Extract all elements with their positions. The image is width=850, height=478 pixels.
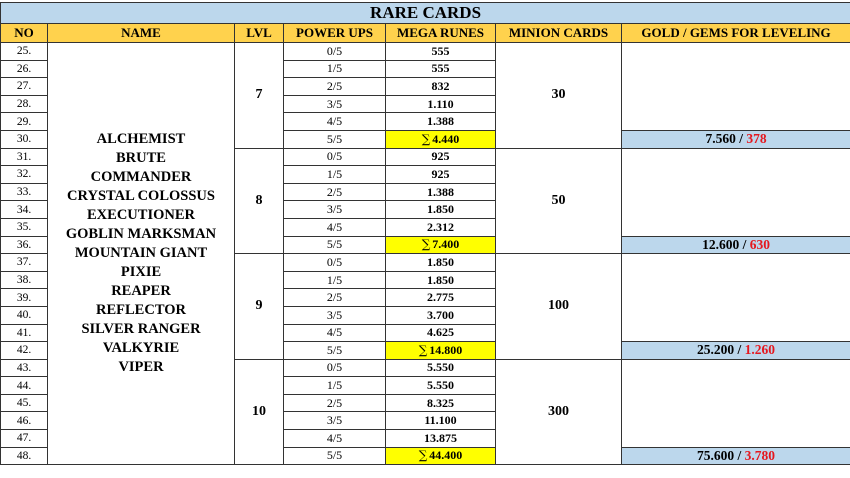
power-ups-cell: 4/5 [284, 324, 386, 342]
mega-runes-total: 14.800 [429, 342, 463, 357]
table-title: RARE CARDS [1, 3, 850, 24]
header-name: NAME [48, 24, 235, 43]
level-cell: 8 [235, 148, 284, 254]
mega-runes-total: 4.440 [432, 131, 460, 146]
power-ups-cell: 5/5 [284, 130, 386, 148]
power-ups-cell: 1/5 [284, 271, 386, 289]
gold-gems-separator: / [739, 131, 743, 147]
row-number: 42. [1, 342, 48, 360]
card-name: COMMANDER [90, 169, 192, 186]
row-number: 28. [1, 95, 48, 113]
header-minion-cards: MINION CARDS [496, 24, 622, 43]
sum-symbol: ∑ [418, 448, 428, 463]
row-number: 43. [1, 359, 48, 377]
mega-runes-cell: 555 [386, 60, 496, 78]
minion-cards-cell: 30 [496, 43, 622, 149]
row-number: 46. [1, 412, 48, 430]
gold-gems-blank-cell [622, 359, 850, 447]
minion-cards-cell: 300 [496, 359, 622, 465]
power-ups-cell: 3/5 [284, 201, 386, 219]
header-no: NO [1, 24, 48, 43]
card-name: CRYSTAL COLOSSUS [67, 188, 215, 205]
power-ups-cell: 1/5 [284, 60, 386, 78]
row-number: 40. [1, 306, 48, 324]
sum-symbol: ∑ [421, 131, 431, 146]
power-ups-cell: 5/5 [284, 342, 386, 360]
row-number: 37. [1, 254, 48, 272]
card-name: EXECUTIONER [87, 207, 195, 224]
power-ups-cell: 0/5 [284, 43, 386, 61]
gems-amount: 3.780 [744, 447, 776, 463]
row-number: 36. [1, 236, 48, 254]
row-number: 34. [1, 201, 48, 219]
title-row [1, 3, 850, 24]
mega-runes-total-cell [386, 342, 496, 360]
row-number: 27. [1, 78, 48, 96]
card-name: PIXIE [120, 264, 162, 281]
mega-runes-cell: 1.388 [386, 113, 496, 131]
card-name: GOBLIN MARKSMAN [65, 226, 217, 243]
power-ups-cell: 2/5 [284, 289, 386, 307]
card-name: REFLECTOR [96, 302, 186, 319]
gold-gems-separator: / [737, 342, 742, 358]
header-row [1, 24, 850, 43]
power-ups-cell: 3/5 [284, 412, 386, 430]
mega-runes-cell: 1.850 [386, 201, 496, 219]
header-mega-runes: MEGA RUNES [386, 24, 496, 43]
row-number: 25. [1, 43, 48, 61]
row-number: 35. [1, 218, 48, 236]
power-ups-cell: 3/5 [284, 95, 386, 113]
gold-gems-blank-cell [622, 254, 850, 342]
card-name: MOUNTAIN GIANT [74, 245, 208, 262]
header-gold-gems: GOLD / GEMS FOR LEVELING [622, 24, 850, 43]
mega-runes-cell: 8.325 [386, 394, 496, 412]
gold-gems-total-cell [622, 342, 850, 360]
power-ups-cell: 1/5 [284, 377, 386, 395]
level-cell: 7 [235, 43, 284, 149]
mega-runes-cell: 1.388 [386, 183, 496, 201]
power-ups-cell: 5/5 [284, 236, 386, 254]
power-ups-cell: 4/5 [284, 218, 386, 236]
gold-gems-separator: / [742, 236, 747, 252]
minion-cards-cell: 100 [496, 254, 622, 360]
power-ups-cell: 1/5 [284, 166, 386, 184]
mega-runes-cell: 5.550 [386, 359, 496, 377]
gems-amount: 378 [746, 131, 767, 147]
mega-runes-cell: 1.850 [386, 254, 496, 272]
row-number: 38. [1, 271, 48, 289]
power-ups-cell: 0/5 [284, 254, 386, 272]
gold-amount: 12.600 [702, 236, 740, 252]
rare-cards-table [0, 2, 850, 465]
row-number: 47. [1, 430, 48, 448]
mega-runes-total-cell [386, 130, 496, 148]
mega-runes-cell: 2.775 [386, 289, 496, 307]
sum-symbol: ∑ [418, 342, 428, 357]
header-lvl: LVL [235, 24, 284, 43]
mega-runes-cell: 555 [386, 43, 496, 61]
row-number: 30. [1, 130, 48, 148]
mega-runes-total-cell [386, 236, 496, 254]
row-number: 31. [1, 148, 48, 166]
mega-runes-total: 44.400 [429, 448, 463, 463]
card-name: BRUTE [116, 150, 166, 167]
header-power-ups: POWER UPS [284, 24, 386, 43]
gold-gems-blank-cell [622, 148, 850, 236]
level-cell: 10 [235, 359, 284, 465]
mega-runes-cell: 13.875 [386, 430, 496, 448]
gold-gems-separator: / [737, 447, 742, 463]
gold-gems-blank-cell [622, 43, 850, 131]
power-ups-cell: 3/5 [284, 306, 386, 324]
gold-amount: 75.600 [697, 447, 735, 463]
mega-runes-cell: 925 [386, 166, 496, 184]
mega-runes-total: 7.400 [432, 237, 460, 252]
row-number: 32. [1, 166, 48, 184]
gold-gems-total-cell [622, 236, 850, 254]
row-number: 26. [1, 60, 48, 78]
sum-symbol: ∑ [421, 237, 431, 252]
mega-runes-cell: 11.100 [386, 412, 496, 430]
gold-amount: 7.560 [705, 131, 736, 147]
mega-runes-cell: 4.625 [386, 324, 496, 342]
mega-runes-cell: 832 [386, 78, 496, 96]
table-row [1, 43, 850, 61]
gold-gems-total-cell [622, 447, 850, 465]
level-cell: 9 [235, 254, 284, 360]
power-ups-cell: 2/5 [284, 394, 386, 412]
gold-amount: 25.200 [697, 342, 735, 358]
row-number: 48. [1, 447, 48, 465]
power-ups-cell: 4/5 [284, 430, 386, 448]
power-ups-cell: 2/5 [284, 183, 386, 201]
mega-runes-cell: 2.312 [386, 218, 496, 236]
row-number: 29. [1, 113, 48, 131]
card-name: SILVER RANGER [81, 321, 201, 338]
mega-runes-cell: 1.850 [386, 271, 496, 289]
card-name: ALCHEMIST [96, 131, 186, 148]
mega-runes-cell: 3.700 [386, 306, 496, 324]
mega-runes-total-cell [386, 447, 496, 465]
mega-runes-cell: 1.110 [386, 95, 496, 113]
power-ups-cell: 4/5 [284, 113, 386, 131]
mega-runes-cell: 925 [386, 148, 496, 166]
mega-runes-cell: 5.550 [386, 377, 496, 395]
card-name: VALKYRIE [102, 340, 180, 357]
power-ups-cell: 0/5 [284, 359, 386, 377]
card-names-cell [48, 43, 235, 465]
power-ups-cell: 5/5 [284, 447, 386, 465]
gems-amount: 630 [749, 236, 770, 252]
gems-amount: 1.260 [744, 342, 776, 358]
row-number: 33. [1, 183, 48, 201]
row-number: 45. [1, 394, 48, 412]
row-number: 41. [1, 324, 48, 342]
card-name: REAPER [111, 283, 171, 300]
minion-cards-cell: 50 [496, 148, 622, 254]
row-number: 39. [1, 289, 48, 307]
row-number: 44. [1, 377, 48, 395]
power-ups-cell: 0/5 [284, 148, 386, 166]
card-name: VIPER [118, 359, 164, 376]
power-ups-cell: 2/5 [284, 78, 386, 96]
gold-gems-total-cell [622, 130, 850, 148]
